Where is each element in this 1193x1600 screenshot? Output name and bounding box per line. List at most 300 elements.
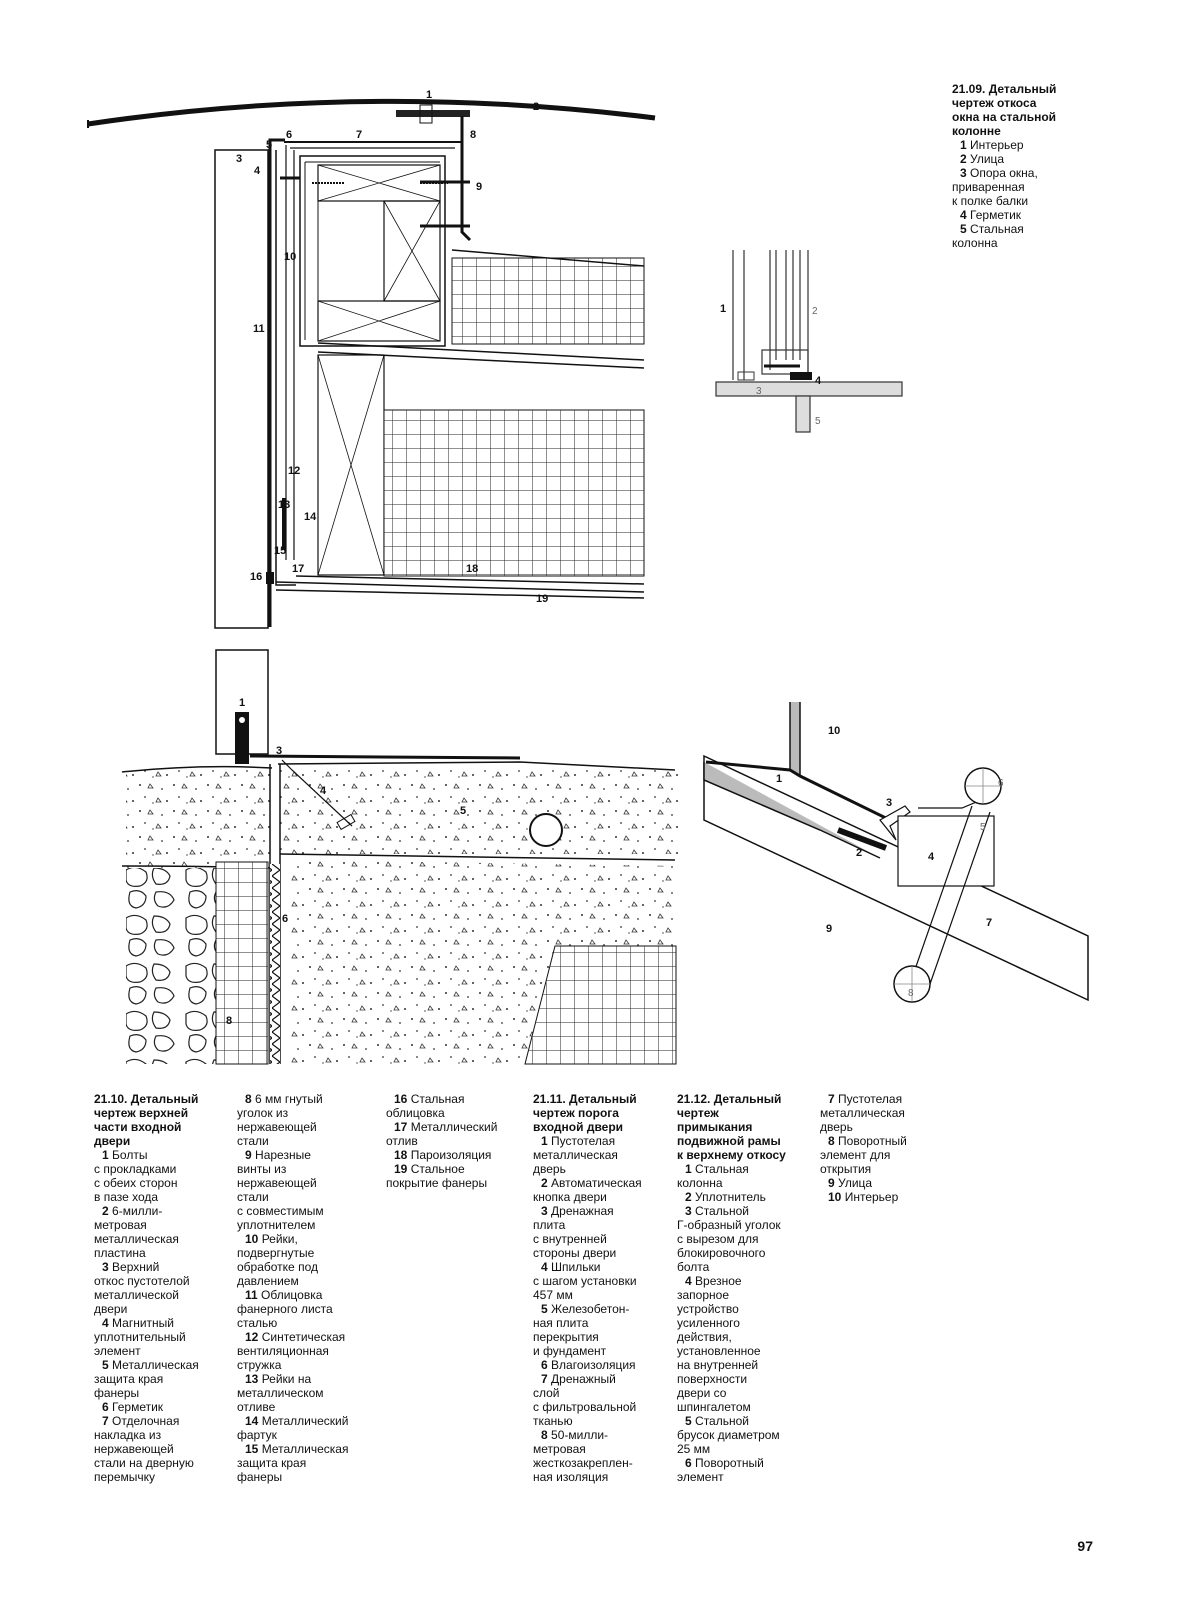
fig09-callout-4: 4	[815, 375, 822, 387]
caption-item-line: открытия	[820, 1162, 872, 1176]
caption-item-number: 7	[102, 1414, 109, 1428]
caption-item-text: Улица	[838, 1176, 873, 1190]
caption-item-line	[237, 1288, 377, 1302]
caption-item-line: элемент для	[820, 1148, 891, 1162]
caption-item-line	[677, 1204, 817, 1218]
caption-item-line	[820, 1134, 960, 1148]
caption-item-text: Металлическая	[112, 1358, 199, 1372]
caption-item-number: 10	[828, 1190, 842, 1204]
caption-item-number: 5	[960, 222, 967, 236]
fig10-callout-2: 2	[533, 101, 540, 113]
fig12-callout-3: 3	[886, 797, 893, 809]
caption-item-line: металлическая	[94, 1232, 179, 1246]
caption-item-line: к полке балки	[952, 194, 1029, 208]
caption-item-text: Магнитный	[112, 1316, 174, 1330]
fig10-callout-19: 19	[536, 593, 549, 605]
caption-item-line: давлением	[237, 1274, 299, 1288]
caption-item-text: Отделочная	[112, 1414, 180, 1428]
caption-item-number: 3	[960, 166, 967, 180]
caption-item-text: Пустотелая	[551, 1134, 616, 1148]
caption-item-text: Стальная	[970, 222, 1024, 236]
caption-item-line	[677, 1274, 817, 1288]
caption-item-text: Герметик	[970, 208, 1022, 222]
caption-item-number: 6	[102, 1400, 109, 1414]
caption-item-text: Железобетон-	[551, 1302, 630, 1316]
page-number: 97	[1077, 1538, 1093, 1554]
caption-21-10-items-a	[94, 1148, 234, 1484]
caption-item	[533, 1260, 673, 1302]
caption-item-number: 2	[960, 152, 967, 166]
caption-item-line	[533, 1204, 673, 1218]
caption-item-number: 14	[245, 1414, 259, 1428]
caption-item-line: нержавеющей	[237, 1176, 317, 1190]
caption-item-line: нержавеющей	[237, 1120, 317, 1134]
caption-item	[820, 1134, 960, 1176]
caption-item-text: Интерьер	[844, 1190, 899, 1204]
fig11-callout-3: 3	[276, 745, 283, 757]
fig09-callout-5: 5	[815, 416, 821, 427]
caption-item-text: Стальная	[695, 1162, 749, 1176]
caption-item-line	[677, 1190, 817, 1204]
caption-21-12-col1: 21.12. Детальный чертеж примыкания подвижной рамы к верхнему откосу 1 Стальная колонна 2 Уплотнитель 3 Стальной Г-образный уголок с вырезом для блокировочного болта 4 Врезное запорное устройство усиленного действия, установленное на внутренней поверхности двери со шпингалетом 5 Стальной брусок диаметром 25 мм 6 Поворотный элемент	[677, 1092, 817, 1484]
caption-item	[677, 1190, 817, 1204]
fig09-callout-2: 2	[812, 306, 818, 317]
caption-item-text: Нарезные	[255, 1148, 311, 1162]
caption-item-line	[677, 1414, 817, 1428]
fig11-callout-1: 1	[239, 697, 246, 709]
caption-21-11: 21.11. Детальный чертеж порога входной двери 1 Пустотелая металлическая дверь 2 Автоматическая кнопка двери 3 Дренажная плита с внутренней стороны двери 4 Шпильки с шагом установки 457 мм 5 Железобетон- ная плита перекрытия и фундамент 6 Влагоизоляция 7 Дренажный слой с фильтровальной тканью 8 50-милли- метровая жесткозакреплен- ная изоляция	[533, 1092, 673, 1484]
caption-item	[237, 1092, 377, 1148]
caption-item-text: Верхний	[112, 1260, 160, 1274]
fig10-callout-3: 3	[236, 153, 243, 165]
caption-item-line	[533, 1372, 673, 1386]
caption-item-number: 4	[960, 208, 967, 222]
caption-item-text: Поворотный	[695, 1456, 764, 1470]
caption-item-line	[820, 1092, 960, 1106]
caption-item-line: ная изоляция	[533, 1470, 609, 1484]
caption-item-line: на внутренней	[677, 1358, 759, 1372]
caption-item-line: брусок диаметром	[677, 1428, 780, 1442]
caption-item-number: 17	[394, 1120, 408, 1134]
caption-item	[386, 1092, 526, 1120]
caption-item	[94, 1260, 234, 1316]
caption-item-number: 2	[102, 1204, 109, 1218]
caption-item-line: защита края	[237, 1456, 307, 1470]
fig10-callout-1: 1	[426, 89, 433, 101]
caption-item-line: винты из	[237, 1162, 287, 1176]
caption-item-text: Рейки,	[261, 1232, 298, 1246]
caption-21-11-items	[533, 1134, 673, 1484]
caption-item	[533, 1372, 673, 1428]
caption-item-line	[820, 1190, 960, 1204]
caption-item-line	[820, 1176, 960, 1190]
fig12-callout-7: 7	[986, 917, 993, 929]
fig11-callout-8: 8	[226, 1015, 233, 1027]
caption-item-line	[237, 1148, 377, 1162]
figure-21-12-drawing	[704, 702, 1088, 1002]
fig09-callout-1: 1	[720, 303, 727, 315]
caption-item-line: сталью	[237, 1316, 278, 1330]
caption-item-line: двери	[94, 1302, 128, 1316]
caption-item	[533, 1134, 673, 1176]
caption-21-12-col2	[820, 1092, 960, 1204]
caption-item-number: 6	[685, 1456, 692, 1470]
caption-item	[952, 222, 1082, 250]
caption-item-number: 3	[102, 1260, 109, 1274]
caption-item-number: 13	[245, 1372, 259, 1386]
caption-21-09-items	[952, 138, 1082, 250]
caption-item-line	[533, 1176, 673, 1190]
fig10-callout-14: 14	[304, 511, 317, 523]
caption-item-number: 1	[960, 138, 967, 152]
caption-item-line: слой	[533, 1386, 560, 1400]
caption-item-line	[237, 1414, 377, 1428]
figure-21-10-drawing	[88, 89, 655, 628]
caption-21-10-col3	[386, 1092, 526, 1190]
caption-item	[677, 1456, 817, 1484]
caption-item-number: 5	[541, 1302, 548, 1316]
caption-item-number: 2	[685, 1190, 692, 1204]
caption-item-text: Уплотнитель	[695, 1190, 766, 1204]
caption-item-line: Г-образный уголок	[677, 1218, 781, 1232]
caption-item-line	[386, 1162, 526, 1176]
fig10-callout-18: 18	[466, 563, 479, 575]
caption-item-number: 7	[828, 1092, 835, 1106]
fig10-callout-17: 17	[292, 563, 305, 575]
fig10-callout-13: 13	[278, 499, 291, 511]
caption-item	[237, 1442, 377, 1484]
caption-item-line	[386, 1148, 526, 1162]
caption-item-line: ная плита	[533, 1316, 589, 1330]
caption-item-number: 8	[541, 1428, 548, 1442]
caption-item-number: 18	[394, 1148, 408, 1162]
caption-item-text: Улица	[970, 152, 1005, 166]
caption-item	[237, 1288, 377, 1330]
caption-item-line: и фундамент	[533, 1344, 607, 1358]
caption-item-text: Влагоизоляция	[551, 1358, 636, 1372]
caption-item	[677, 1162, 817, 1190]
caption-item-line: перекрытия	[533, 1330, 599, 1344]
caption-item-number: 19	[394, 1162, 408, 1176]
caption-item-number: 7	[541, 1372, 548, 1386]
caption-item-line: в пазе хода	[94, 1190, 159, 1204]
caption-item	[952, 152, 1082, 166]
caption-item	[94, 1358, 234, 1400]
caption-item-line	[94, 1316, 234, 1330]
fig10-callout-15: 15	[274, 545, 287, 557]
caption-item-line: шпингалетом	[677, 1400, 751, 1414]
caption-item-text: Стальной	[695, 1414, 749, 1428]
caption-item-line: стружка	[237, 1358, 282, 1372]
caption-item-line: блокировочного	[677, 1246, 766, 1260]
caption-item	[677, 1204, 817, 1274]
caption-item-line: поверхности	[677, 1372, 748, 1386]
caption-item-line: 457 мм	[533, 1288, 573, 1302]
fig11-callout-5: 5	[460, 805, 467, 817]
caption-item-line: облицовка	[386, 1106, 445, 1120]
caption-item-number: 3	[685, 1204, 692, 1218]
caption-item	[94, 1148, 234, 1204]
caption-item	[237, 1330, 377, 1372]
caption-item-line	[533, 1428, 673, 1442]
caption-item-line: металлической	[94, 1288, 179, 1302]
caption-item-line: подвергнутые	[237, 1246, 315, 1260]
caption-item	[533, 1176, 673, 1204]
caption-item-line	[94, 1148, 234, 1162]
caption-item-number: 9	[245, 1148, 252, 1162]
fig10-callout-8: 8	[470, 129, 477, 141]
caption-item-text: Болты	[112, 1148, 148, 1162]
caption-item	[820, 1190, 960, 1204]
caption-item-number: 8	[245, 1092, 252, 1106]
caption-item-text: Дренажная	[551, 1204, 614, 1218]
caption-item-line: нержавеющей	[94, 1442, 174, 1456]
caption-item-line	[533, 1134, 673, 1148]
caption-item-line: метровая	[533, 1442, 586, 1456]
caption-item-number: 12	[245, 1330, 259, 1344]
caption-item-text: Врезное	[695, 1274, 742, 1288]
fig12-callout-2: 2	[856, 847, 863, 859]
caption-item-line: плита	[533, 1218, 566, 1232]
fig12-callout-4: 4	[928, 851, 935, 863]
fig10-callout-12: 12	[288, 465, 301, 477]
caption-item-line: фанеры	[237, 1470, 283, 1484]
caption-item-text: Стальная	[410, 1092, 465, 1106]
caption-item-line: фанеры	[94, 1386, 140, 1400]
caption-item-line: с прокладками	[94, 1162, 177, 1176]
caption-item-line: с вырезом для	[677, 1232, 759, 1246]
caption-item	[820, 1092, 960, 1134]
caption-item	[386, 1162, 526, 1190]
caption-item-text: Опора окна,	[970, 166, 1038, 180]
caption-item	[386, 1148, 526, 1162]
caption-item	[94, 1204, 234, 1260]
caption-item-line: обработке под	[237, 1260, 318, 1274]
fig11-callout-6: 6	[282, 913, 289, 925]
caption-item	[386, 1120, 526, 1148]
caption-21-09-title: 21.09. Детальный чертеж откоса окна на стальной колонне	[952, 82, 1057, 138]
caption-item-line: действия,	[677, 1330, 732, 1344]
caption-item-text: 6-милли-	[112, 1204, 163, 1218]
caption-item-line	[237, 1330, 377, 1344]
caption-item-number: 5	[685, 1414, 692, 1428]
caption-item-line: элемент	[94, 1344, 141, 1358]
fig12-callout-9: 9	[826, 923, 833, 935]
caption-item-line: с совместимым	[237, 1204, 324, 1218]
caption-item-line: жесткозакреплен-	[533, 1456, 633, 1470]
caption-item-line	[94, 1204, 234, 1218]
caption-item-line	[386, 1120, 526, 1134]
caption-item-line	[533, 1260, 673, 1274]
caption-item-line	[237, 1442, 377, 1456]
caption-item	[533, 1428, 673, 1484]
caption-item-line: защита края	[94, 1372, 164, 1386]
caption-item-line	[94, 1260, 234, 1274]
caption-item-line	[677, 1162, 817, 1176]
caption-item	[952, 208, 1082, 222]
caption-item-line: стали на дверную	[94, 1456, 194, 1470]
fig12-callout-5: 5	[980, 822, 986, 833]
caption-item-line: пластина	[94, 1246, 146, 1260]
caption-item-line: элемент	[677, 1470, 724, 1484]
fig10-callout-6: 6	[286, 129, 293, 141]
fig09-callout-3: 3	[756, 386, 762, 397]
caption-item-text: Стальное	[410, 1162, 465, 1176]
caption-item-line: двери со	[677, 1386, 727, 1400]
caption-item-line: стали	[237, 1190, 269, 1204]
caption-item	[94, 1414, 234, 1484]
caption-item-line: уплотнителем	[237, 1218, 316, 1232]
caption-item-line: дверь	[820, 1120, 853, 1134]
caption-item-line: болта	[677, 1260, 710, 1274]
caption-item-line	[952, 166, 1082, 180]
fig11-callout-4: 4	[320, 785, 327, 797]
caption-item-line: запорное	[677, 1288, 729, 1302]
fig10-callout-16: 16	[250, 571, 263, 583]
caption-item	[677, 1274, 817, 1414]
caption-item-line: кнопка двери	[533, 1190, 607, 1204]
caption-21-10-items-c	[386, 1092, 526, 1190]
caption-21-10-items-b	[237, 1092, 377, 1484]
caption-21-10-col1: 21.10. Детальный чертеж верхней части входной двери 1 Болты с прокладками с обеих сторон в пазе хода 2 6-милли- метровая металлическая пластина 3 Верхний откос пустотелой металлической двери 4 Магнитный уплотнительный элемент 5 Металлическая защита края фанеры 6 Герметик 7 Отделочная накладка из нержавеющей стали на дверную перемычку	[94, 1092, 234, 1484]
fig12-callout-6: 6	[998, 778, 1004, 789]
caption-item-line: вентиляционная	[237, 1344, 329, 1358]
caption-item-line: дверь	[533, 1162, 566, 1176]
caption-item-text: Облицовка	[261, 1288, 323, 1302]
caption-item-line: стали	[237, 1134, 269, 1148]
caption-item-number: 15	[245, 1442, 259, 1456]
caption-item-line	[237, 1232, 377, 1246]
caption-item-line	[677, 1456, 817, 1470]
caption-item-number: 1	[541, 1134, 548, 1148]
caption-item-number: 5	[102, 1358, 109, 1372]
caption-item-line: уголок из	[237, 1106, 289, 1120]
caption-item	[677, 1414, 817, 1456]
caption-item	[952, 166, 1082, 208]
caption-item-line: приваренная	[952, 180, 1025, 194]
caption-21-10-col2	[237, 1092, 377, 1484]
caption-item-text: Рейки на	[261, 1372, 312, 1386]
caption-item-line: металлическая	[820, 1106, 905, 1120]
caption-item-line: уплотнительный	[94, 1330, 186, 1344]
caption-item-line	[237, 1372, 377, 1386]
fig12-callout-1: 1	[776, 773, 783, 785]
caption-item-text: Синтетическая	[261, 1330, 346, 1344]
caption-item-text: Дренажный	[551, 1372, 616, 1386]
fig10-callout-5: 5	[266, 139, 273, 151]
caption-item-line: металлическом	[237, 1386, 324, 1400]
caption-item-text: Металлический	[261, 1414, 349, 1428]
caption-item-text: Пароизоляция	[410, 1148, 492, 1162]
caption-item-text: Металлический	[410, 1120, 498, 1134]
caption-item-line: колонна	[677, 1176, 723, 1190]
caption-item-line: усиленного	[677, 1316, 740, 1330]
figure-21-11-drawing	[122, 650, 678, 1064]
figure-21-09-drawing	[716, 250, 902, 432]
caption-item-text: Шпильки	[551, 1260, 601, 1274]
caption-item-text: Поворотный	[838, 1134, 907, 1148]
caption-item-number: 16	[394, 1092, 408, 1106]
caption-item-text: Металлическая	[261, 1442, 349, 1456]
caption-item-line	[94, 1400, 234, 1414]
caption-item-text: Автоматическая	[551, 1176, 642, 1190]
caption-item-line	[386, 1092, 526, 1106]
fig10-callout-4: 4	[254, 165, 261, 177]
caption-item-text: 50-милли-	[551, 1428, 609, 1442]
caption-item	[94, 1400, 234, 1414]
caption-21-09	[952, 82, 1082, 250]
caption-item-number: 4	[685, 1274, 692, 1288]
caption-item-line: с фильтровальной	[533, 1400, 637, 1414]
caption-item-number: 3	[541, 1204, 548, 1218]
caption-item-line: фанерного листа	[237, 1302, 333, 1316]
caption-item-text: Стальной	[695, 1204, 749, 1218]
caption-item-line: отлив	[386, 1134, 418, 1148]
caption-item	[237, 1372, 377, 1414]
fig10-callout-9: 9	[476, 181, 483, 193]
caption-item-line	[94, 1358, 234, 1372]
caption-21-12-items-a	[677, 1162, 817, 1484]
caption-item-line: фартук	[237, 1428, 277, 1442]
fig10-callout-10: 10	[284, 251, 297, 263]
caption-item	[94, 1316, 234, 1358]
caption-item-line: покрытие фанеры	[386, 1176, 488, 1190]
caption-item-line: с обеих сторон	[94, 1176, 178, 1190]
caption-item-line: перемычку	[94, 1470, 156, 1484]
caption-item-line	[952, 222, 1082, 236]
caption-item-line: стороны двери	[533, 1246, 617, 1260]
caption-item-line: накладка из	[94, 1428, 162, 1442]
caption-item	[533, 1302, 673, 1358]
caption-item-line	[94, 1414, 234, 1428]
caption-item	[533, 1358, 673, 1372]
caption-item-line: устройство	[677, 1302, 739, 1316]
caption-item	[237, 1414, 377, 1442]
fig12-callout-8: 8	[908, 988, 914, 999]
caption-item-line: отливе	[237, 1400, 276, 1414]
caption-item-line: колонна	[952, 236, 998, 250]
fig12-callout-10: 10	[828, 725, 841, 737]
caption-item-line	[533, 1358, 673, 1372]
caption-item-number: 6	[541, 1358, 548, 1372]
caption-item-number: 10	[245, 1232, 259, 1246]
caption-item-line: с внутренней	[533, 1232, 607, 1246]
caption-item-number: 1	[102, 1148, 109, 1162]
caption-item	[237, 1232, 377, 1288]
caption-item-number: 1	[685, 1162, 692, 1176]
caption-item-number: 8	[828, 1134, 835, 1148]
caption-item	[952, 138, 1082, 152]
caption-item-line: откос пустотелой	[94, 1274, 190, 1288]
caption-item	[533, 1204, 673, 1260]
caption-item-number: 2	[541, 1176, 548, 1190]
caption-item-number: 9	[828, 1176, 835, 1190]
caption-item-line: установленное	[677, 1344, 761, 1358]
caption-item	[820, 1176, 960, 1190]
caption-item-line	[952, 138, 1082, 152]
caption-item-line: 25 мм	[677, 1442, 711, 1456]
caption-item-line: с шагом установки	[533, 1274, 637, 1288]
caption-item-line	[952, 152, 1082, 166]
caption-item-line: тканью	[533, 1414, 573, 1428]
caption-item-line: метровая	[94, 1218, 147, 1232]
caption-item-text: Интерьер	[970, 138, 1024, 152]
caption-item-text: Пустотелая	[838, 1092, 903, 1106]
fig10-callout-7: 7	[356, 129, 363, 141]
caption-item-line	[952, 208, 1082, 222]
caption-item-line	[533, 1302, 673, 1316]
caption-item-line	[237, 1092, 377, 1106]
